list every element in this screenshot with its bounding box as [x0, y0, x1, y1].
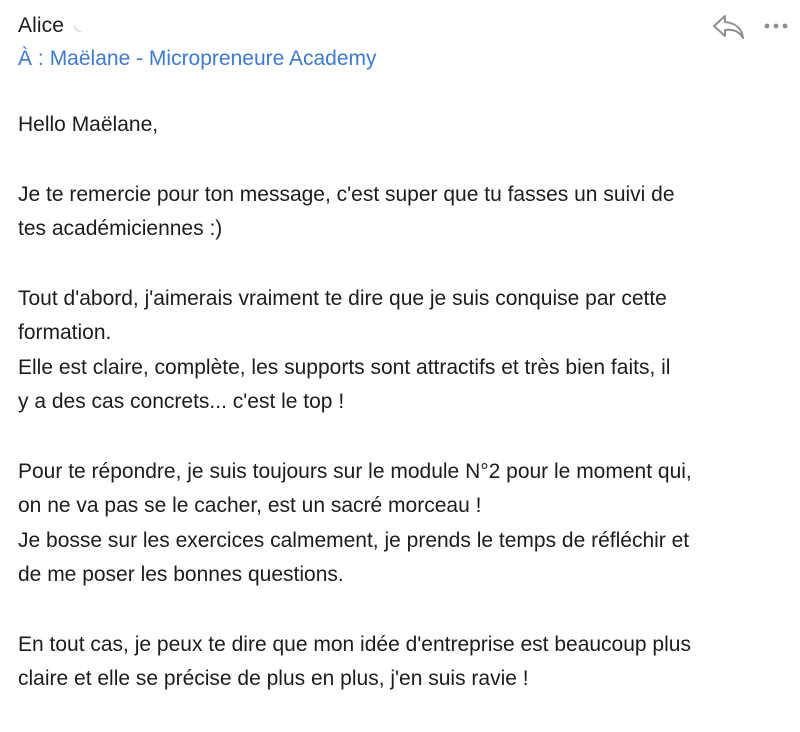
body-line: Je te remercie pour ton message, c'est super que tu fasses un suivi de [18, 182, 675, 206]
recipient-prefix: À : [18, 47, 44, 70]
body-line: claire et elle se précise de plus en plus, j'en suis ravie ! [18, 667, 529, 690]
body-line: tes académiciennes :) [18, 217, 223, 240]
greeting-line: Hello Maëlane, [18, 113, 159, 136]
recipient-line[interactable] [18, 47, 377, 71]
email-header [0, 0, 800, 80]
sender-name[interactable]: Alice [18, 14, 65, 37]
thanks-paragraph [18, 178, 778, 247]
more-button[interactable] [762, 14, 790, 38]
email-body [18, 108, 778, 732]
feedback-paragraph [18, 282, 778, 420]
body-line: Pour te répondre, je suis toujours sur le module N°2 pour le moment qui, [18, 459, 692, 483]
more-dots-icon [762, 14, 790, 38]
body-line: Je bosse sur les exercices calmement, je prends le temps de réfléchir et [18, 528, 690, 552]
greeting-paragraph [18, 108, 778, 143]
body-line: y a des cas concrets... c'est le top ! [18, 390, 345, 413]
progress-paragraph [18, 455, 778, 593]
closing-paragraph [18, 628, 778, 697]
sender-suffix-mark: ◟ [74, 14, 81, 34]
body-line: de me poser les bonnes questions. [18, 563, 344, 586]
body-line: on ne va pas se le cacher, est un sacré morceau ! [18, 494, 482, 517]
body-line: En tout cas, je peux te dire que mon idée d'entreprise est beaucoup plus [18, 632, 691, 656]
body-line: Elle est claire, complète, les supports sont attractifs et très bien faits, il [18, 355, 671, 379]
reply-button[interactable] [710, 12, 746, 42]
recipient-name[interactable]: Maëlane - Micropreneure Academy [49, 47, 377, 70]
body-line: formation. [18, 321, 112, 344]
body-line: Tout d'abord, j'aimerais vraiment te dire que je suis conquise par cette [18, 286, 667, 310]
reply-arrow-icon [710, 12, 746, 42]
